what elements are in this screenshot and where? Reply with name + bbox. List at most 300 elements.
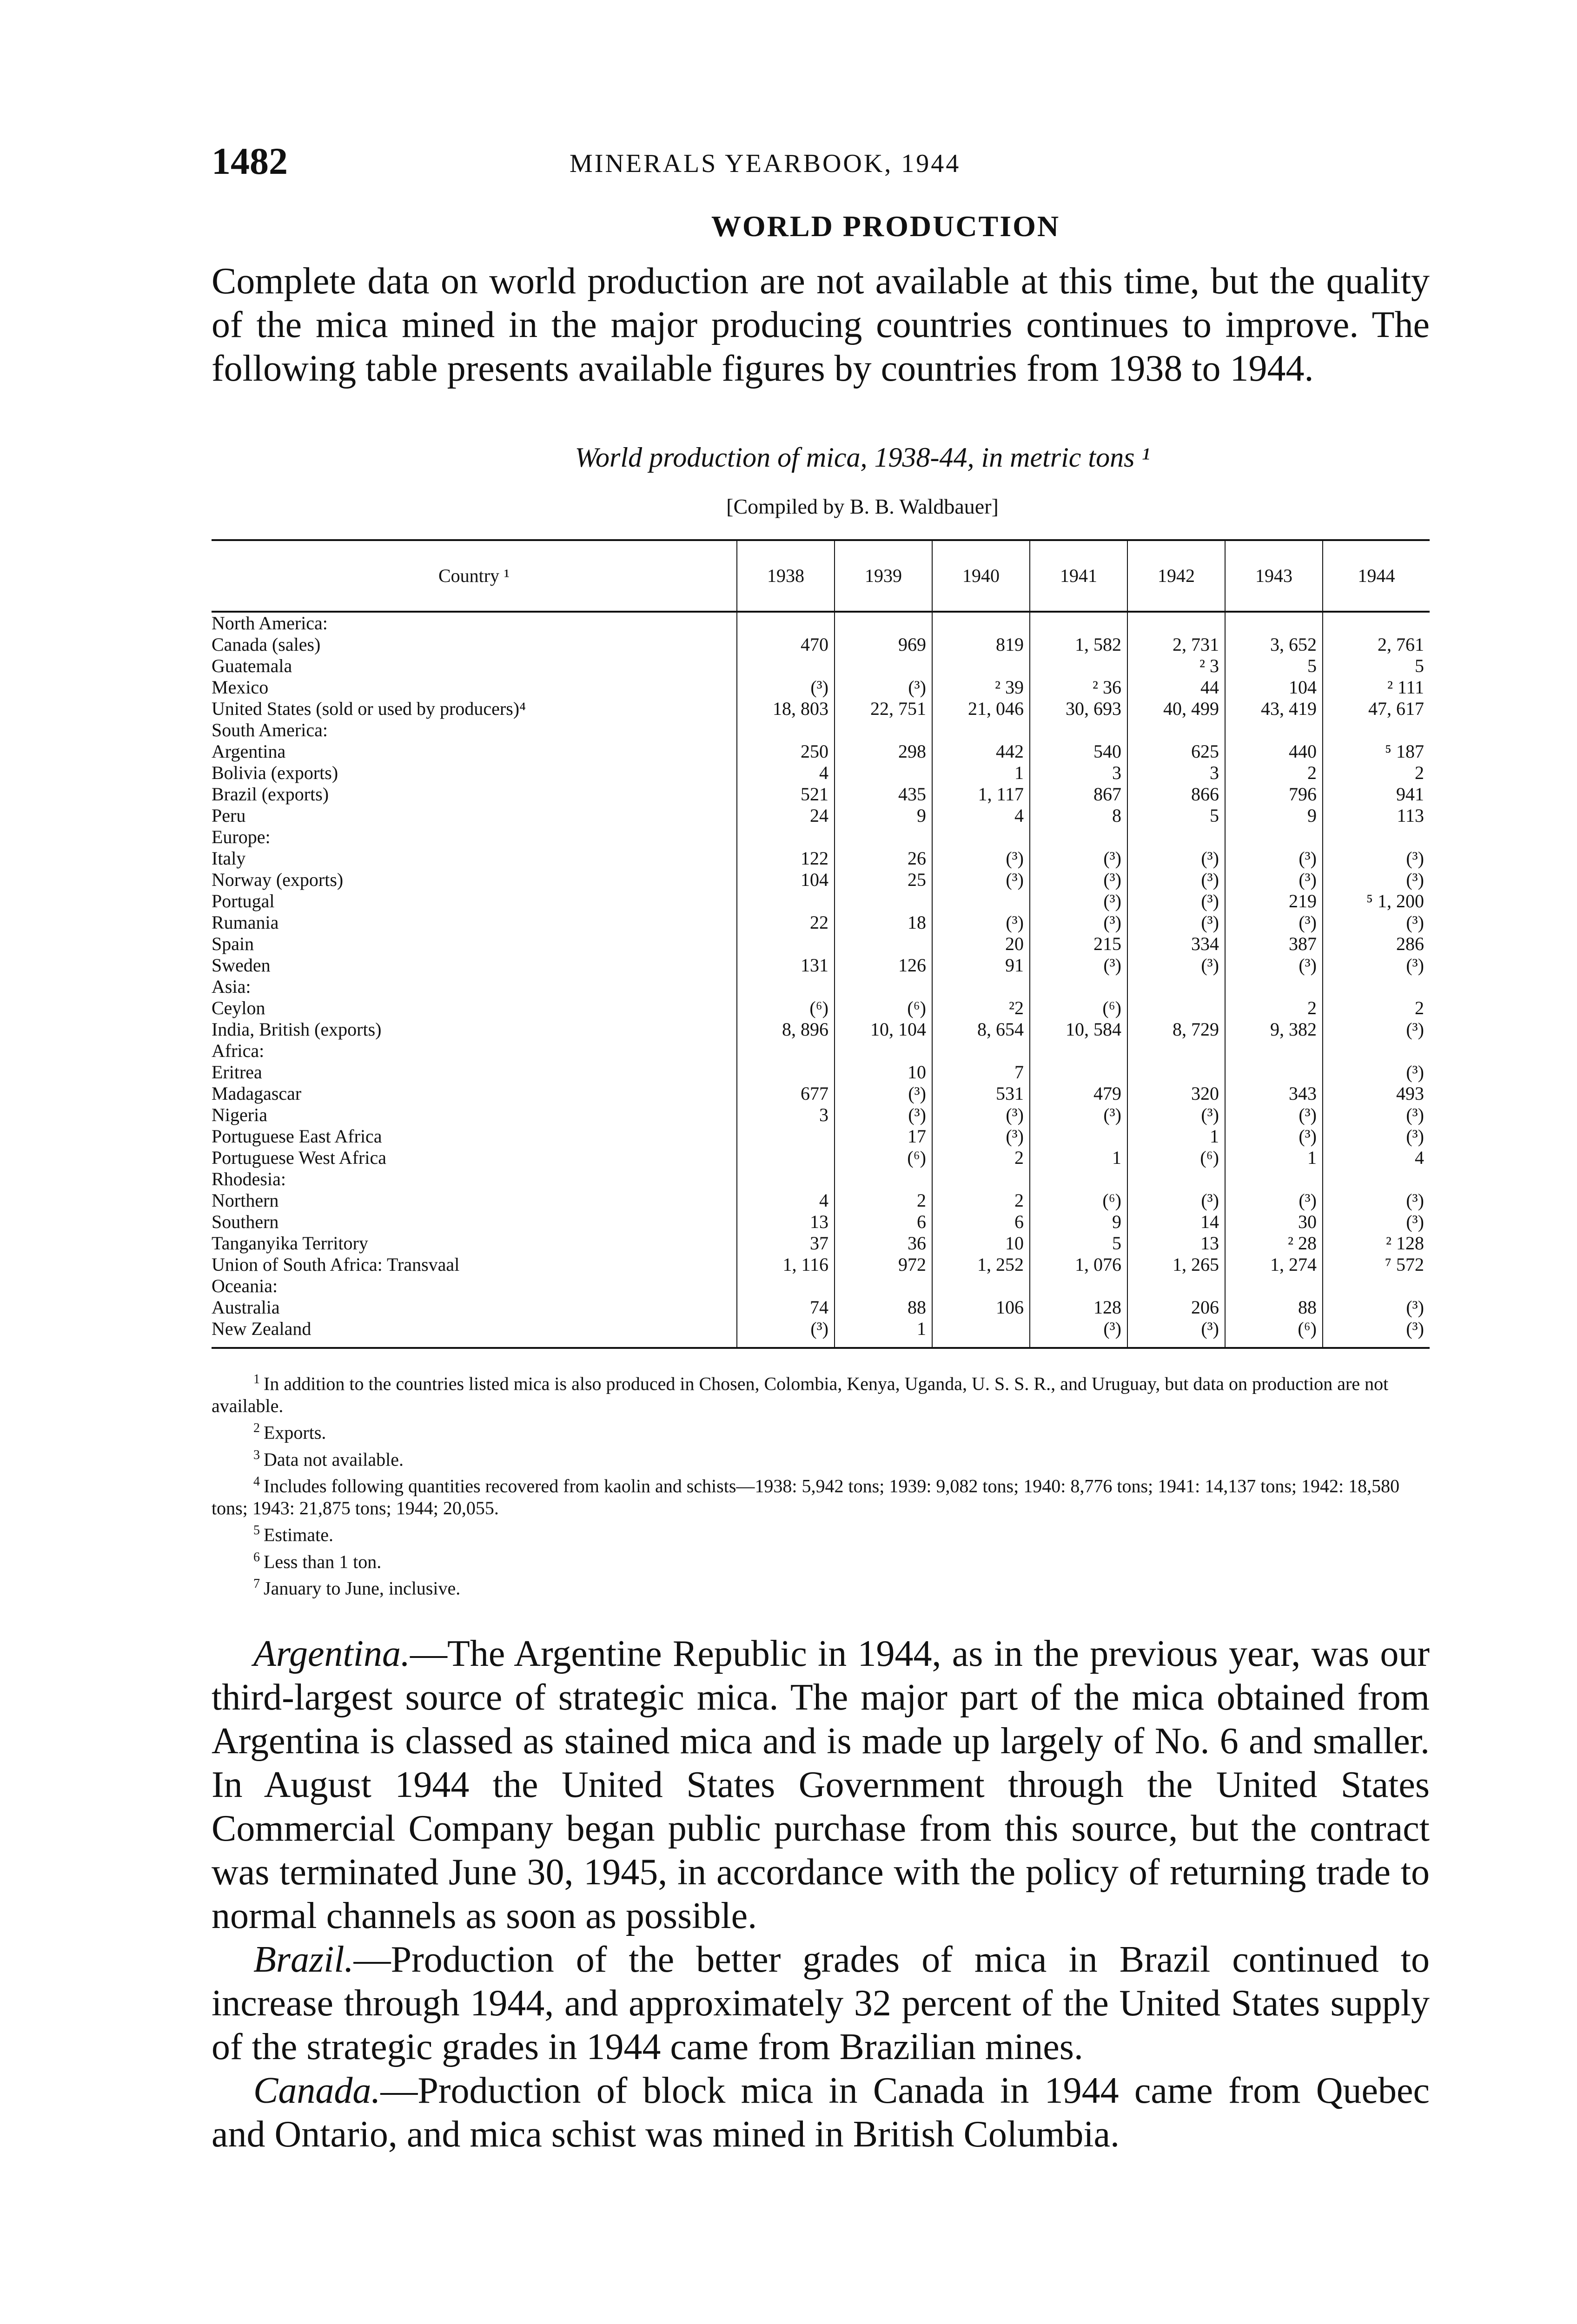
country-cell: Ceylon — [212, 997, 265, 1018]
value-cell: ² 28 — [1225, 1233, 1323, 1254]
value-cell: 1 — [1030, 1147, 1127, 1169]
value-cell: (³) — [1225, 1126, 1323, 1147]
mica-production-table — [212, 539, 1430, 1352]
value-cell — [737, 1169, 835, 1190]
value-cell — [1127, 612, 1225, 634]
value-cell: 286 — [1323, 933, 1430, 955]
table-row — [212, 1211, 1430, 1233]
value-cell: 104 — [737, 869, 835, 891]
footnote-text: Includes following quantities recovered from kaolin and schists—1938: 5,942 tons; 1939: 9,082 tons; 1940: 8,776 tons; 1941: 14,137 tons; 1942: 18,580 tons; 1943: 21,875 tons; 1944; 20,055. — [212, 1475, 1400, 1519]
footnote-mark: 4 — [253, 1474, 260, 1489]
table-region-row — [212, 612, 1430, 634]
table-region-row — [212, 720, 1430, 741]
table-region-row — [212, 826, 1430, 848]
value-cell: 43, 419 — [1225, 698, 1323, 720]
value-cell: 2 — [1225, 997, 1323, 1019]
country-cell: Africa: — [212, 1040, 265, 1061]
value-cell: 6 — [835, 1211, 932, 1233]
body-paragraph — [212, 1632, 1430, 1938]
value-cell — [932, 826, 1030, 848]
value-cell — [1030, 1062, 1127, 1083]
value-cell: 9 — [835, 805, 932, 826]
value-cell — [1127, 976, 1225, 997]
value-cell: 2, 731 — [1127, 634, 1225, 655]
value-cell — [835, 762, 932, 784]
value-cell: (³) — [1225, 912, 1323, 933]
value-cell: 8, 896 — [737, 1019, 835, 1040]
value-cell — [835, 1040, 932, 1062]
value-cell: 21, 046 — [932, 698, 1030, 720]
value-cell — [835, 1275, 932, 1297]
value-cell — [1323, 1275, 1430, 1297]
value-cell: (³) — [737, 1318, 835, 1348]
value-cell — [835, 891, 932, 912]
value-cell: 44 — [1127, 677, 1225, 698]
value-cell — [932, 891, 1030, 912]
value-cell: 867 — [1030, 784, 1127, 805]
value-cell: 13 — [1127, 1233, 1225, 1254]
value-cell: 104 — [1225, 677, 1323, 698]
value-cell — [737, 1275, 835, 1297]
footnote — [212, 1444, 1430, 1471]
value-cell: 972 — [835, 1254, 932, 1275]
table-row — [212, 1297, 1430, 1318]
value-cell — [1225, 976, 1323, 997]
table-region-row — [212, 976, 1430, 997]
value-cell: 215 — [1030, 933, 1127, 955]
value-cell: 819 — [932, 634, 1030, 655]
value-cell: (³) — [1030, 1318, 1127, 1348]
value-cell: 4 — [932, 805, 1030, 826]
table-row — [212, 677, 1430, 698]
value-cell: 2 — [1323, 997, 1430, 1019]
table-row — [212, 741, 1430, 762]
value-cell: (³) — [835, 1083, 932, 1104]
value-cell: 91 — [932, 955, 1030, 976]
value-cell — [737, 655, 835, 677]
value-cell — [737, 891, 835, 912]
value-cell: (³) — [1225, 1104, 1323, 1126]
table-row — [212, 1190, 1430, 1211]
value-cell: ² 39 — [932, 677, 1030, 698]
value-cell: (³) — [1127, 848, 1225, 869]
value-cell: 1, 076 — [1030, 1254, 1127, 1275]
value-cell: 25 — [835, 869, 932, 891]
document-page — [212, 139, 1430, 2156]
table-row — [212, 997, 1430, 1019]
value-cell: 37 — [737, 1233, 835, 1254]
value-cell: (³) — [1030, 1104, 1127, 1126]
value-cell: 5 — [1323, 655, 1430, 677]
value-cell — [1225, 1275, 1323, 1297]
value-cell: (³) — [1323, 955, 1430, 976]
value-cell: 625 — [1127, 741, 1225, 762]
table-row — [212, 1062, 1430, 1083]
paragraph-text: —Production of the better grades of mica in Brazil continued to increase through 1944, and approximately 32 percent of the United States supply of the strategic grades in 1944 came from Brazilian mines. — [212, 1939, 1430, 2068]
table-row — [212, 1318, 1430, 1348]
value-cell — [835, 1169, 932, 1190]
value-cell: (³) — [932, 912, 1030, 933]
value-cell: (³) — [1030, 912, 1127, 933]
footnote-text: In addition to the countries listed mica is also produced in Chosen, Colombia, Kenya, Uganda, U. S. S. R., and Uruguay, but data on production are not available. — [212, 1373, 1389, 1417]
footnote — [212, 1573, 1430, 1599]
value-cell: ² 36 — [1030, 677, 1127, 698]
footnote-mark: 3 — [253, 1447, 260, 1462]
paragraph-lead: Canada. — [253, 2070, 381, 2112]
value-cell: (³) — [1323, 1062, 1430, 1083]
column-header-year: 1938 — [737, 540, 835, 612]
value-cell: 10 — [932, 1233, 1030, 1254]
value-cell — [932, 1169, 1030, 1190]
value-cell: 40, 499 — [1127, 698, 1225, 720]
value-cell — [737, 1062, 835, 1083]
value-cell — [1030, 655, 1127, 677]
value-cell: 17 — [835, 1126, 932, 1147]
value-cell: 1 — [835, 1318, 932, 1348]
value-cell — [1030, 1126, 1127, 1147]
country-cell: North America: — [212, 613, 328, 634]
footnote-text: Estimate. — [264, 1524, 333, 1545]
value-cell: 5 — [1225, 655, 1323, 677]
value-cell: ⁷ 572 — [1323, 1254, 1430, 1275]
country-cell: Sweden — [212, 955, 271, 976]
value-cell: 334 — [1127, 933, 1225, 955]
value-cell: (³) — [1323, 1019, 1430, 1040]
value-cell: 47, 617 — [1323, 698, 1430, 720]
value-cell — [932, 976, 1030, 997]
value-cell: 442 — [932, 741, 1030, 762]
value-cell: (⁶) — [835, 1147, 932, 1169]
value-cell: 106 — [932, 1297, 1030, 1318]
value-cell: 2 — [1225, 762, 1323, 784]
value-cell: 479 — [1030, 1083, 1127, 1104]
value-cell: (³) — [1127, 1318, 1225, 1348]
footnote-mark: 2 — [253, 1421, 260, 1436]
value-cell: ² 111 — [1323, 677, 1430, 698]
country-cell: Madagascar — [212, 1083, 302, 1104]
body-text — [212, 1632, 1430, 2156]
value-cell — [1225, 612, 1323, 634]
value-cell — [1127, 1275, 1225, 1297]
value-cell: 10 — [835, 1062, 932, 1083]
country-cell: Northern — [212, 1190, 279, 1211]
footnote-mark: 5 — [253, 1523, 260, 1538]
value-cell: (³) — [1127, 869, 1225, 891]
value-cell: 1 — [932, 762, 1030, 784]
value-cell: 113 — [1323, 805, 1430, 826]
value-cell — [1225, 1062, 1323, 1083]
value-cell: 677 — [737, 1083, 835, 1104]
table-row — [212, 805, 1430, 826]
paragraph-lead: Brazil. — [253, 1939, 354, 1981]
value-cell: 10, 584 — [1030, 1019, 1127, 1040]
country-cell: Bolivia (exports) — [212, 762, 338, 783]
value-cell — [835, 720, 932, 741]
value-cell: 126 — [835, 955, 932, 976]
country-cell: Union of South Africa: Transvaal — [212, 1254, 460, 1275]
value-cell — [737, 933, 835, 955]
value-cell — [1127, 997, 1225, 1019]
table-row — [212, 848, 1430, 869]
value-cell — [1030, 1169, 1127, 1190]
value-cell: 2 — [835, 1190, 932, 1211]
value-cell — [932, 655, 1030, 677]
table-body — [212, 612, 1430, 1348]
table-row — [212, 1104, 1430, 1126]
footnote-mark: 6 — [253, 1550, 260, 1565]
value-cell — [737, 1126, 835, 1147]
country-cell: Peru — [212, 805, 246, 826]
value-cell: 969 — [835, 634, 932, 655]
value-cell: (⁶) — [1030, 1190, 1127, 1211]
table-row — [212, 762, 1430, 784]
value-cell — [1127, 720, 1225, 741]
value-cell: 531 — [932, 1083, 1030, 1104]
body-paragraph — [212, 2069, 1430, 2156]
value-cell: (³) — [932, 869, 1030, 891]
value-cell: 219 — [1225, 891, 1323, 912]
value-cell: 14 — [1127, 1211, 1225, 1233]
table-region-row — [212, 1040, 1430, 1062]
value-cell: 6 — [932, 1211, 1030, 1233]
value-cell: 3 — [1127, 762, 1225, 784]
value-cell: 4 — [737, 1190, 835, 1211]
value-cell — [737, 976, 835, 997]
running-head — [212, 139, 1430, 191]
value-cell: 435 — [835, 784, 932, 805]
value-cell: 88 — [1225, 1297, 1323, 1318]
value-cell: 88 — [835, 1297, 932, 1318]
table-subcaption: [Compiled by B. B. Waldbauer] — [726, 495, 999, 518]
value-cell: (³) — [1127, 955, 1225, 976]
value-cell: 30, 693 — [1030, 698, 1127, 720]
value-cell: 2 — [1323, 762, 1430, 784]
value-cell — [835, 655, 932, 677]
value-cell: 20 — [932, 933, 1030, 955]
value-cell: (³) — [1127, 912, 1225, 933]
value-cell: 9, 382 — [1225, 1019, 1323, 1040]
footnote — [212, 1368, 1430, 1417]
value-cell: 866 — [1127, 784, 1225, 805]
value-cell — [1323, 1169, 1430, 1190]
value-cell: 13 — [737, 1211, 835, 1233]
paragraph-text: —Production of block mica in Canada in 1944 came from Quebec and Ontario, and mica schist was mined in British Columbia. — [212, 2070, 1430, 2155]
page-number: 1482 — [212, 140, 288, 182]
value-cell — [1030, 826, 1127, 848]
value-cell — [737, 826, 835, 848]
table-row — [212, 933, 1430, 955]
table-header-row — [212, 540, 1430, 612]
value-cell: 9 — [1225, 805, 1323, 826]
table-region-row — [212, 1275, 1430, 1297]
value-cell — [1030, 720, 1127, 741]
column-header-year: 1940 — [932, 540, 1030, 612]
footnote-mark: 1 — [253, 1372, 260, 1386]
paragraph-lead: Argentina. — [253, 1633, 410, 1675]
value-cell: 24 — [737, 805, 835, 826]
value-cell: (³) — [1323, 1297, 1430, 1318]
table-row — [212, 784, 1430, 805]
value-cell: (³) — [932, 1104, 1030, 1126]
value-cell — [1127, 1169, 1225, 1190]
value-cell — [1030, 612, 1127, 634]
value-cell: 2 — [932, 1147, 1030, 1169]
country-cell: Norway (exports) — [212, 869, 344, 890]
value-cell: (³) — [1030, 869, 1127, 891]
value-cell — [835, 612, 932, 634]
value-cell: (³) — [1127, 891, 1225, 912]
country-cell: Tanganyika Territory — [212, 1233, 368, 1254]
value-cell — [737, 1147, 835, 1169]
value-cell: (³) — [1225, 848, 1323, 869]
value-cell: (³) — [835, 1104, 932, 1126]
table-row — [212, 912, 1430, 933]
value-cell — [1225, 1040, 1323, 1062]
footnote — [212, 1417, 1430, 1444]
value-cell: 5 — [1030, 1233, 1127, 1254]
footnote — [212, 1546, 1430, 1573]
column-header-year: 1939 — [835, 540, 932, 612]
value-cell: ² 128 — [1323, 1233, 1430, 1254]
table-bottom-rule — [212, 1348, 1430, 1352]
value-cell: ⁵ 1, 200 — [1323, 891, 1430, 912]
value-cell: 1, 265 — [1127, 1254, 1225, 1275]
value-cell: 5 — [1127, 805, 1225, 826]
value-cell: 343 — [1225, 1083, 1323, 1104]
value-cell: 22, 751 — [835, 698, 932, 720]
value-cell: ²2 — [932, 997, 1030, 1019]
table-row — [212, 634, 1430, 655]
value-cell: (³) — [1323, 912, 1430, 933]
value-cell — [932, 1318, 1030, 1348]
value-cell: ² 3 — [1127, 655, 1225, 677]
value-cell: (³) — [1323, 1211, 1430, 1233]
country-cell: Brazil (exports) — [212, 784, 329, 805]
value-cell — [932, 1275, 1030, 1297]
value-cell: (⁶) — [835, 997, 932, 1019]
value-cell: 387 — [1225, 933, 1323, 955]
value-cell — [1323, 826, 1430, 848]
value-cell: 206 — [1127, 1297, 1225, 1318]
value-cell: (³) — [932, 848, 1030, 869]
country-cell: Southern — [212, 1211, 279, 1232]
table-row — [212, 1233, 1430, 1254]
column-header-country: Country ¹ — [212, 540, 737, 612]
value-cell: (³) — [1225, 955, 1323, 976]
value-cell: 2, 761 — [1323, 634, 1430, 655]
country-cell: Eritrea — [212, 1062, 262, 1083]
country-cell: Europe: — [212, 826, 271, 847]
value-cell: 8, 729 — [1127, 1019, 1225, 1040]
value-cell — [737, 612, 835, 634]
value-cell — [932, 1040, 1030, 1062]
value-cell: 521 — [737, 784, 835, 805]
value-cell: 941 — [1323, 784, 1430, 805]
table-row — [212, 955, 1430, 976]
footnote — [212, 1519, 1430, 1546]
table-row — [212, 1254, 1430, 1275]
column-header-year: 1944 — [1323, 540, 1430, 612]
table-row — [212, 869, 1430, 891]
country-cell: Canada (sales) — [212, 634, 321, 655]
value-cell: (³) — [1323, 1126, 1430, 1147]
country-cell: Spain — [212, 933, 254, 954]
value-cell — [1225, 1169, 1323, 1190]
value-cell — [1127, 1040, 1225, 1062]
value-cell: 18, 803 — [737, 698, 835, 720]
value-cell: (⁶) — [1225, 1318, 1323, 1348]
value-cell: (³) — [1323, 848, 1430, 869]
value-cell — [1225, 826, 1323, 848]
column-header-year: 1943 — [1225, 540, 1323, 612]
value-cell: 320 — [1127, 1083, 1225, 1104]
value-cell — [737, 720, 835, 741]
table-row — [212, 698, 1430, 720]
value-cell — [1030, 1040, 1127, 1062]
value-cell: 1, 252 — [932, 1254, 1030, 1275]
value-cell — [1323, 1040, 1430, 1062]
value-cell: 1, 116 — [737, 1254, 835, 1275]
value-cell: 26 — [835, 848, 932, 869]
country-cell: Portuguese West Africa — [212, 1147, 386, 1168]
value-cell — [737, 1040, 835, 1062]
country-cell: Mexico — [212, 677, 269, 698]
value-cell: 128 — [1030, 1297, 1127, 1318]
value-cell — [1323, 612, 1430, 634]
value-cell — [835, 976, 932, 997]
value-cell — [1127, 826, 1225, 848]
value-cell: 2 — [932, 1190, 1030, 1211]
value-cell: (³) — [1323, 869, 1430, 891]
value-cell — [1127, 1062, 1225, 1083]
value-cell: 4 — [1323, 1147, 1430, 1169]
footnotes — [212, 1368, 1430, 1599]
value-cell — [1225, 720, 1323, 741]
column-header-year: 1941 — [1030, 540, 1127, 612]
value-cell: 18 — [835, 912, 932, 933]
value-cell: (³) — [1127, 1190, 1225, 1211]
value-cell: ⁵ 187 — [1323, 741, 1430, 762]
country-cell: Portugal — [212, 891, 275, 911]
column-header-year: 1942 — [1127, 540, 1225, 612]
footnote-mark: 7 — [253, 1576, 260, 1591]
value-cell: 1, 117 — [932, 784, 1030, 805]
value-cell: 540 — [1030, 741, 1127, 762]
value-cell: 9 — [1030, 1211, 1127, 1233]
country-cell: Argentina — [212, 741, 286, 762]
value-cell: (³) — [932, 1126, 1030, 1147]
value-cell — [1030, 1275, 1127, 1297]
table-row — [212, 891, 1430, 912]
table-row — [212, 1169, 1430, 1190]
value-cell: 1, 274 — [1225, 1254, 1323, 1275]
value-cell: 131 — [737, 955, 835, 976]
value-cell: (⁶) — [737, 997, 835, 1019]
country-cell: Italy — [212, 848, 246, 869]
value-cell: 3 — [737, 1104, 835, 1126]
value-cell — [1323, 720, 1430, 741]
country-cell: Rhodesia: — [212, 1169, 286, 1189]
value-cell — [1323, 976, 1430, 997]
value-cell: (³) — [1030, 955, 1127, 976]
paragraph-text: —The Argentine Republic in 1944, as in the previous year, was our third-largest source of strategic mica. The major part of the mica obtained from Argentina is classed as stained mica and is made up largely of No. 6 and smaller. In August 1944 the United States Government through the United States Commercial Company began public purchase from this source, but the contract was terminated June 30, 1945, in accordance with the policy of returning trade to normal channels as soon as possible. — [212, 1633, 1430, 1937]
value-cell: (⁶) — [1127, 1147, 1225, 1169]
value-cell: (³) — [1323, 1190, 1430, 1211]
value-cell: (³) — [1225, 1190, 1323, 1211]
country-cell: United States (sold or used by producers)⁴ — [212, 698, 526, 719]
country-cell: Portuguese East Africa — [212, 1126, 382, 1147]
value-cell: 493 — [1323, 1083, 1430, 1104]
